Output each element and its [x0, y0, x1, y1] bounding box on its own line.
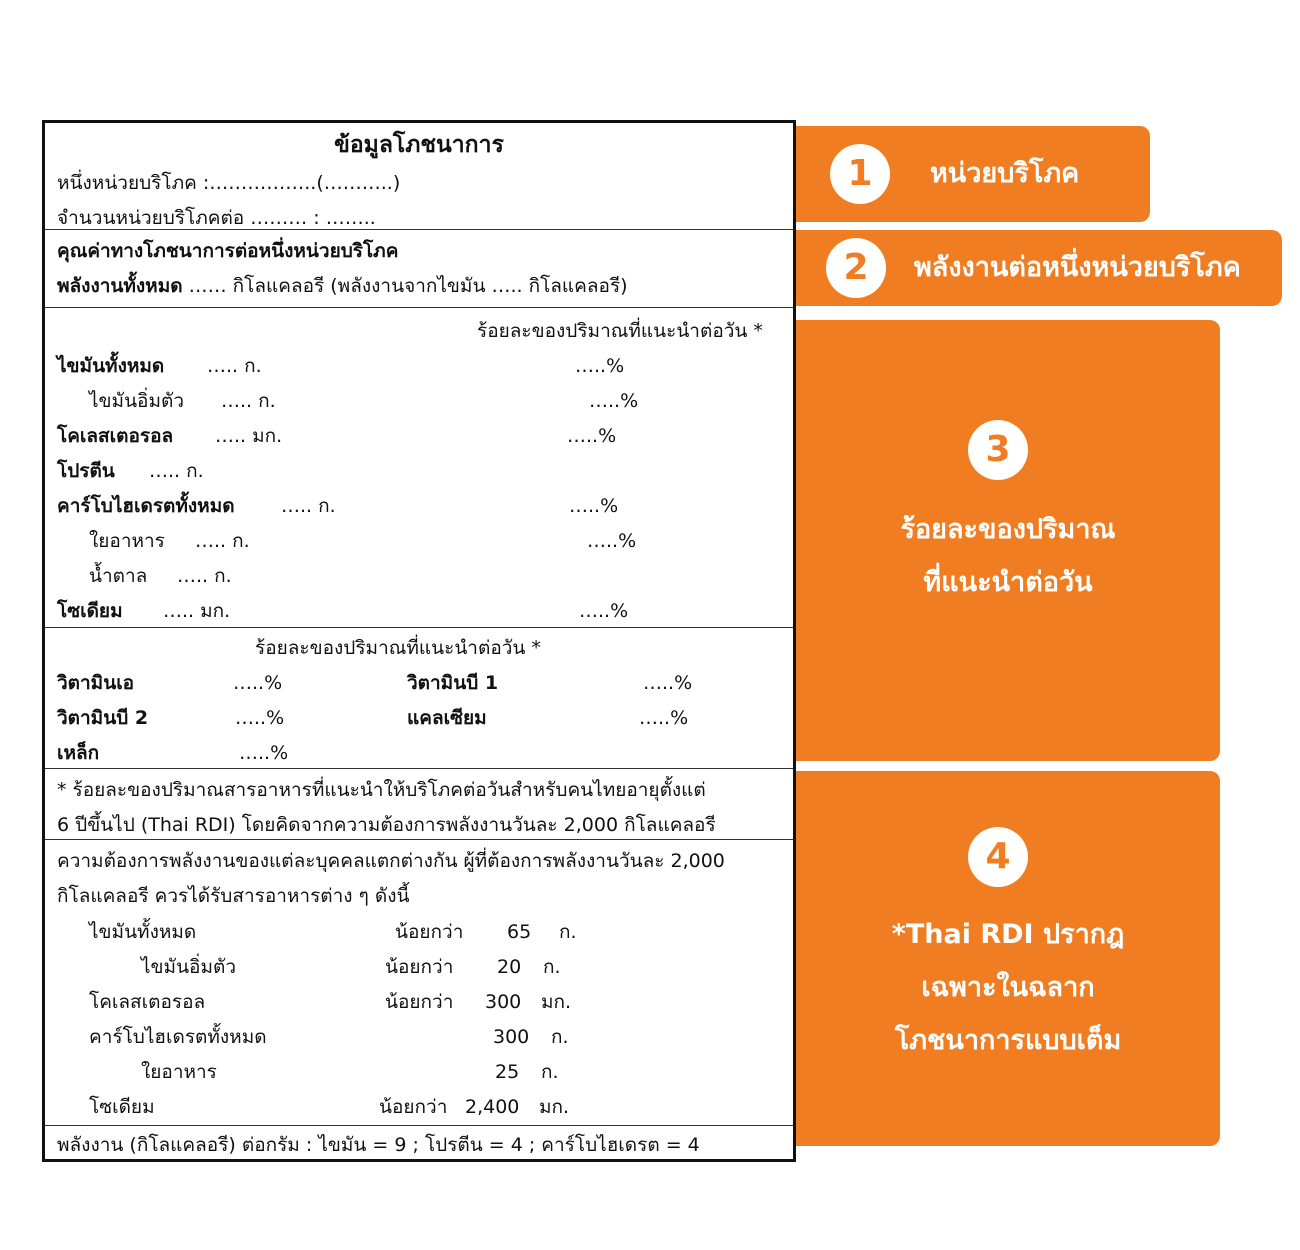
rdi-unit: ก. — [551, 1026, 569, 1048]
nutrient-percent: …..% — [567, 425, 617, 447]
nutrition-label — [42, 120, 796, 1162]
needs-line-1: ความต้องการพลังงานของแต่ละบุคคลแตกต่างกัน ผู้ที่ต้องการพลังงานวันละ 2,000 — [57, 850, 725, 872]
vitamin-percent: …..% — [639, 707, 689, 729]
rdi-value: 300 — [493, 1026, 530, 1048]
rdi-unit: ก. — [543, 956, 561, 978]
vitamin-dv-header: ร้อยละของปริมาณที่แนะนำต่อวัน * — [255, 637, 541, 659]
rdi-qualifier: น้อยกว่า — [385, 956, 454, 978]
rdi-value: 65 — [507, 921, 532, 943]
number-2-icon: 2 — [826, 238, 886, 298]
nutrient-amount: ….. ก. — [177, 565, 232, 587]
nutrient-amount: ….. ก. — [195, 530, 250, 552]
callout-2-text: พลังงานต่อหนึ่งหน่วยบริโภค — [914, 252, 1241, 283]
callout-energy — [796, 230, 1282, 306]
nutrient-amount: ….. มก. — [215, 425, 283, 447]
rdi-value: 300 — [485, 991, 522, 1013]
callout-3-line-2: ที่แนะนำต่อวัน — [923, 567, 1093, 598]
rdi-name: โคเลสเตอรอล — [89, 991, 206, 1013]
rdi-unit: มก. — [541, 991, 572, 1013]
number-4-icon: 4 — [968, 827, 1028, 887]
callout-4-line-1: *Thai RDI ปรากฎ — [891, 919, 1125, 950]
footnote-line-2: 6 ปีขึ้นไป (Thai RDI) โดยคิดจากความต้องการพลังงานวันละ 2,000 กิโลแคลอรี — [57, 814, 716, 836]
vitamin-name: แคลเซียม — [407, 707, 487, 729]
vitamin-percent: …..% — [235, 707, 285, 729]
number-3-icon: 3 — [968, 420, 1028, 480]
nutrient-name: โปรตีน — [57, 460, 115, 482]
rdi-unit: ก. — [541, 1061, 559, 1083]
nutrient-name: ไขมันอิ่มตัว — [89, 390, 184, 412]
vitamin-percent: …..% — [643, 672, 693, 694]
nutrient-percent: …..% — [575, 355, 625, 377]
rdi-value: 20 — [497, 956, 522, 978]
nutrient-percent: …..% — [579, 600, 629, 622]
callout-1-text: หน่วยบริโภค — [930, 158, 1080, 189]
rdi-name: ใยอาหาร — [141, 1061, 217, 1083]
callout-daily-value — [796, 320, 1220, 761]
energy-per-gram: พลังงาน (กิโลแคลอรี) ต่อกรัม : ไขมัน = 9 ; โปรตีน = 4 ; คาร์โบไฮเดรต = 4 — [57, 1134, 700, 1156]
vitamin-name: วิตามินบี 2 — [57, 707, 149, 729]
nutrient-amount: ….. ก. — [207, 355, 262, 377]
rdi-name: ไขมันอิ่มตัว — [141, 956, 236, 978]
nutrient-name: โคเลสเตอรอล — [57, 425, 174, 447]
nutrient-percent: …..% — [589, 390, 639, 412]
servings-per-container: จำนวนหน่วยบริโภคต่อ ……… : …….. — [57, 207, 376, 229]
vitamin-percent: …..% — [239, 742, 289, 764]
footnote-line-1: * ร้อยละของปริมาณสารอาหารที่แนะนำให้บริโภคต่อวันสำหรับคนไทยอายุตั้งแต่ — [57, 779, 706, 801]
rdi-name: คาร์โบไฮเดรตทั้งหมด — [89, 1026, 267, 1048]
nutrient-name: ใยอาหาร — [89, 530, 165, 552]
nutrient-name: โซเดียม — [57, 600, 123, 622]
nutrient-name: คาร์โบไฮเดรตทั้งหมด — [57, 495, 235, 517]
callout-4-line-3: โภชนาการแบบเต็ม — [894, 1025, 1122, 1056]
label-title: ข้อมูลโภชนาการ — [334, 132, 504, 158]
rdi-qualifier: น้อยกว่า — [395, 921, 464, 943]
serving-size: หนึ่งหน่วยบริโภค :……………..(………..) — [57, 172, 401, 194]
rdi-value: 2,400 — [465, 1096, 520, 1118]
vitamin-percent: …..% — [233, 672, 283, 694]
energy-line — [57, 274, 628, 298]
vitamin-name: เหล็ก — [57, 742, 100, 764]
needs-line-2: กิโลแคลอรี ควรได้รับสารอาหารต่าง ๆ ดังนี้ — [57, 885, 410, 907]
rdi-unit: ก. — [559, 921, 577, 943]
rdi-value: 25 — [495, 1061, 520, 1083]
energy-label: พลังงานทั้งหมด — [57, 275, 183, 297]
dv-header: ร้อยละของปริมาณที่แนะนำต่อวัน * — [477, 320, 763, 342]
callout-4-line-2: เฉพาะในฉลาก — [921, 972, 1095, 1003]
nutrient-percent: …..% — [587, 530, 637, 552]
rdi-name: ไขมันทั้งหมด — [89, 921, 197, 943]
rdi-qualifier: น้อยกว่า — [379, 1096, 448, 1118]
nutrient-amount: ….. มก. — [163, 600, 231, 622]
vitamin-name: วิตามินบี 1 — [407, 672, 499, 694]
per-serving-heading: คุณค่าทางโภชนาการต่อหนึ่งหน่วยบริโภค — [57, 240, 399, 262]
callout-serving-size — [796, 126, 1150, 222]
nutrient-name: น้ำตาล — [89, 565, 148, 587]
nutrient-amount: ….. ก. — [281, 495, 336, 517]
callout-3-line-1: ร้อยละของปริมาณ — [900, 514, 1116, 545]
nutrient-amount: ….. ก. — [149, 460, 204, 482]
nutrient-amount: ….. ก. — [221, 390, 276, 412]
nutrient-name: ไขมันทั้งหมด — [57, 355, 165, 377]
vitamin-name: วิตามินเอ — [57, 672, 135, 694]
rdi-name: โซเดียม — [89, 1096, 155, 1118]
nutrient-percent: …..% — [569, 495, 619, 517]
energy-value: …… กิโลแคลอรี (พลังงานจากไขมัน ….. กิโลแคลอรี) — [188, 275, 628, 297]
number-1-icon: 1 — [830, 144, 890, 204]
rdi-qualifier: น้อยกว่า — [385, 991, 454, 1013]
callout-thai-rdi — [796, 771, 1220, 1146]
rdi-unit: มก. — [539, 1096, 570, 1118]
